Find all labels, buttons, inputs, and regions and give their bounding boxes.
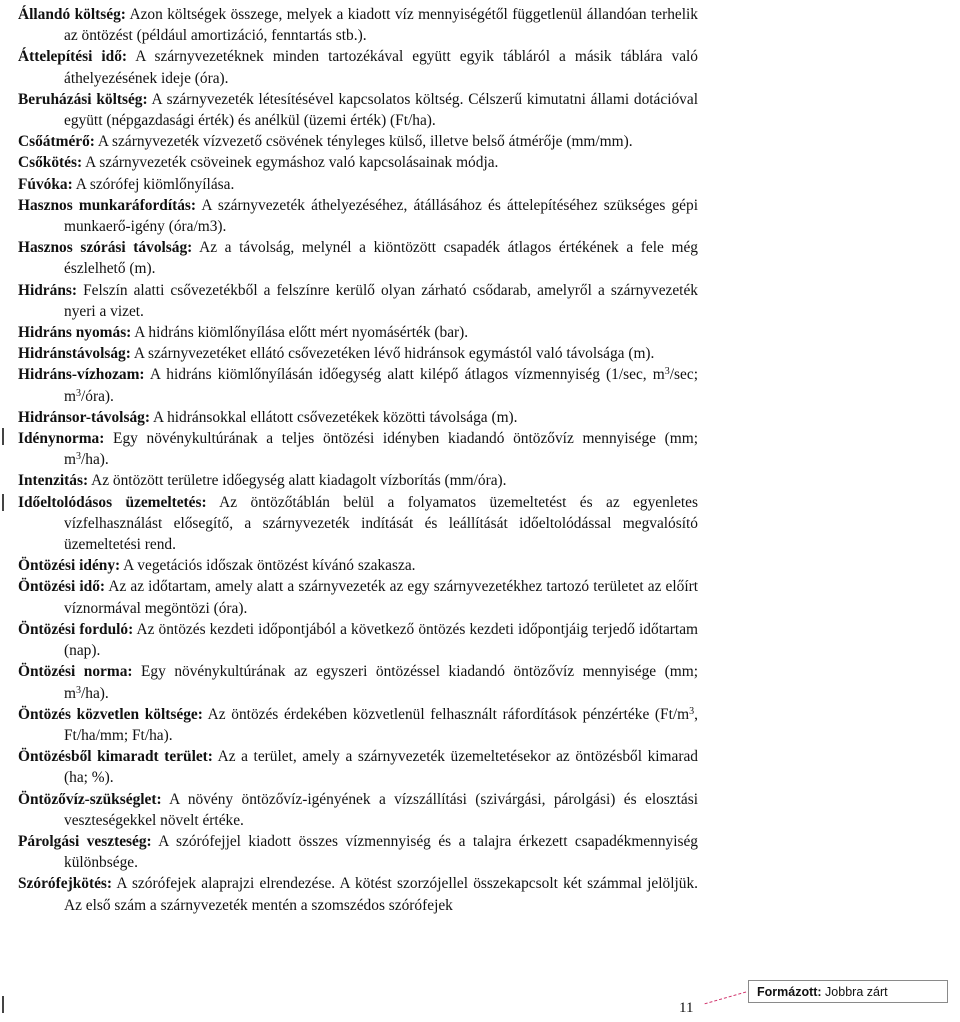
entry-term: Állandó költség: — [18, 6, 126, 23]
entry-term: Időeltolódásos üzemeltetés: — [18, 493, 207, 511]
entry-definition: A hidránsokkal ellátott csővezetékek közötti távolsága (m). — [149, 408, 518, 426]
change-bar — [2, 428, 4, 445]
entry-definition: Azon költségek összege, melyek a kiadott víz mennyiségétől függetlenül állandóan terhelik az öntözést (például amortizáció, fenntartás stb.). — [64, 6, 698, 45]
entry-definition: A szárnyvezeték létesítésével kapcsolatos költség. Célszerű kimutatni állami dotációval együtt (népgazdasági érték) és anélkül (üzemi érték) (Ft/ha). — [64, 90, 698, 130]
entry-definition: Az öntözőtáblán belül a folyamatos üzemeltetést és az egyenletes vízfelhasználást elősegítő, a szárnyvezeték indítását és leállítását időeltolódással megvalósító üzemeltetési rend. — [64, 493, 698, 554]
glossary-entry — [18, 407, 698, 428]
glossary-entry — [18, 46, 698, 88]
glossary-entry — [18, 4, 698, 46]
entry-term: Öntözési idő: — [18, 578, 106, 596]
glossary-entry — [18, 428, 698, 470]
glossary-entry — [18, 195, 698, 237]
entry-definition: Az az időtartam, amely alatt a szárnyvezeték az egy szárnyvezetékhez tartozó területet az előírt víznormával megöntözi (óra). — [64, 578, 698, 617]
entry-term: Öntözés közvetlen költsége: — [18, 705, 203, 723]
superscript: 3 — [664, 366, 670, 378]
glossary-entry — [18, 152, 698, 173]
glossary-entry — [18, 470, 698, 491]
glossary-entry — [18, 831, 698, 873]
entry-definition: A szárnyvezetéknek minden tartozékával együtt egyik tábláról a másik táblára való áthelyezésének ideje (óra). — [64, 48, 698, 87]
entry-term: Hidránstávolság: — [18, 345, 131, 363]
entry-term: Párolgási veszteség: — [18, 832, 152, 850]
entry-definition: Az öntözött területre időegység alatt kiadagolt vízborítás (mm/óra). — [88, 472, 507, 490]
entry-term: Öntözési norma: — [18, 663, 133, 681]
glossary-entry — [18, 237, 698, 279]
glossary-body — [18, 4, 698, 916]
entry-definition: A növény öntözővíz-igényének a vízszállítási (szivárgási, párolgási) és elosztási veszteségekkel növelt értéke. — [64, 790, 698, 829]
superscript: 3 — [75, 684, 81, 696]
entry-term: Fúvóka: — [18, 175, 73, 193]
superscript: 3 — [75, 451, 81, 463]
format-change-balloon[interactable] — [748, 980, 948, 1003]
entry-definition: A hidráns kiömlőnyílása előtt mért nyomásérték (bar). — [131, 324, 469, 342]
glossary-entry — [18, 174, 698, 195]
entry-term: Beruházási költség: — [18, 90, 148, 108]
entry-definition: Az a távolság, melynél a kiöntözött csapadék átlagos értékének a fele még észlelhető (m). — [64, 239, 698, 278]
balloon-label: Formázott: — [757, 985, 822, 999]
entry-term: Idénynorma: — [18, 430, 105, 448]
glossary-entry — [18, 131, 698, 152]
entry-term: Hasznos munkaráfordítás: — [18, 196, 197, 214]
entry-term: Intenzitás: — [18, 472, 89, 490]
entry-definition-cont: /ha). — [80, 451, 109, 469]
entry-term: Áttelepítési idő: — [18, 48, 128, 66]
entry-definition: Egy növénykultúrának a teljes öntözési idényben kiadandó öntözővíz mennyisége (mm; m — [64, 430, 698, 469]
entry-definition: A hidráns kiömlőnyílásán időegység alatt kilépő átlagos vízmennyiség (1/sec, m — [144, 366, 665, 384]
glossary-entry — [18, 364, 698, 406]
glossary-entry — [18, 746, 698, 788]
superscript: 3 — [689, 705, 695, 717]
entry-term: Öntözésből kimaradt terület: — [18, 748, 213, 766]
entry-definition: Az a terület, amely a szárnyvezeték üzemeltetésekor az öntözésből kimarad (ha; %). — [64, 748, 698, 787]
glossary-entry — [18, 322, 698, 343]
superscript: 3 — [75, 387, 81, 399]
entry-term: Hasznos szórási távolság: — [18, 239, 193, 257]
entry-term: Csőkötés: — [18, 154, 83, 172]
entry-term: Szórófejkötés: — [18, 875, 113, 893]
glossary-entry — [18, 619, 698, 661]
page-number: 11 — [679, 1000, 694, 1016]
entry-definition: Az öntözés kezdeti időpontjából a következő öntözés kezdeti időpontjáig terjedő időtartam (nap). — [64, 620, 698, 660]
entry-definition-cont: /sec; m — [64, 366, 698, 405]
entry-definition-cont: , Ft/ha/mm; Ft/ha). — [64, 705, 698, 744]
entry-term: Öntözővíz-szükséglet: — [18, 790, 162, 808]
entry-definition-cont: /ha). — [80, 684, 109, 702]
glossary-entry — [18, 555, 698, 576]
entry-term: Hidráns-vízhozam: — [18, 366, 145, 384]
entry-definition: A szárnyvezeték áthelyezéséhez, átállásához és áttelepítéséhez szükséges gépi munkaerő-igény (óra/m3). — [64, 196, 698, 236]
entry-definition: Az öntözés érdekében közvetlenül felhasznált ráfordítások pénzértéke (Ft/m — [202, 705, 690, 723]
entry-definition: Egy növénykultúrának az egyszeri öntözéssel kiadandó öntözővíz mennyisége (mm; m — [64, 663, 698, 702]
glossary-entry — [18, 873, 698, 915]
change-bar — [2, 996, 4, 1013]
glossary-entry — [18, 343, 698, 364]
glossary-entry — [18, 704, 698, 746]
entry-definition: A szárnyvezeték vízvezető csövének tényleges külső, illetve belső átmérője (mm/mm). — [94, 133, 633, 151]
comment-connector-line — [700, 990, 748, 1010]
entry-term: Csőátmérő: — [18, 133, 95, 151]
entry-definition: A szárnyvezeték csöveinek egymáshoz való kapcsolásainak módja. — [82, 154, 499, 172]
change-bar — [2, 494, 4, 511]
glossary-entry — [18, 89, 698, 131]
entry-definition: A vegetációs időszak öntözést kívánó szakasza. — [120, 557, 416, 575]
entry-term: Hidránsor-távolság: — [18, 408, 150, 426]
glossary-entry — [18, 492, 698, 556]
entry-term: Hidráns: — [18, 281, 78, 299]
entry-definition-cont: /óra). — [80, 387, 114, 405]
entry-term: Hidráns nyomás: — [18, 324, 132, 342]
glossary-entry — [18, 280, 698, 322]
balloon-value: Jobbra zárt — [821, 985, 888, 999]
glossary-entry — [18, 576, 698, 618]
entry-definition: A szórófejjel kiadott összes vízmennyiség és a talajra érkezett csapadékmennyiség különbsége. — [64, 832, 698, 872]
entry-definition: A szórófejek alaprajzi elrendezése. A kötést szorzójellel összekapcsolt két számmal jelöljük. Az első szám a szárnyvezeték mentén a szomszédos szórófejek — [64, 875, 698, 914]
entry-definition: A szórófej kiömlőnyílása. — [72, 175, 235, 193]
glossary-entry — [18, 661, 698, 703]
entry-term: Öntözési forduló: — [18, 620, 134, 638]
entry-term: Öntözési idény: — [18, 557, 121, 575]
glossary-entry — [18, 789, 698, 831]
entry-definition: A szárnyvezetéket ellátó csővezetéken lévő hidránsok egymástól való távolsága (m). — [130, 345, 655, 363]
entry-definition: Felszín alatti csővezetékből a felszínre kerülő olyan zárható csődarab, amelyről a szárnyvezeték nyeri a vizet. — [64, 281, 698, 320]
